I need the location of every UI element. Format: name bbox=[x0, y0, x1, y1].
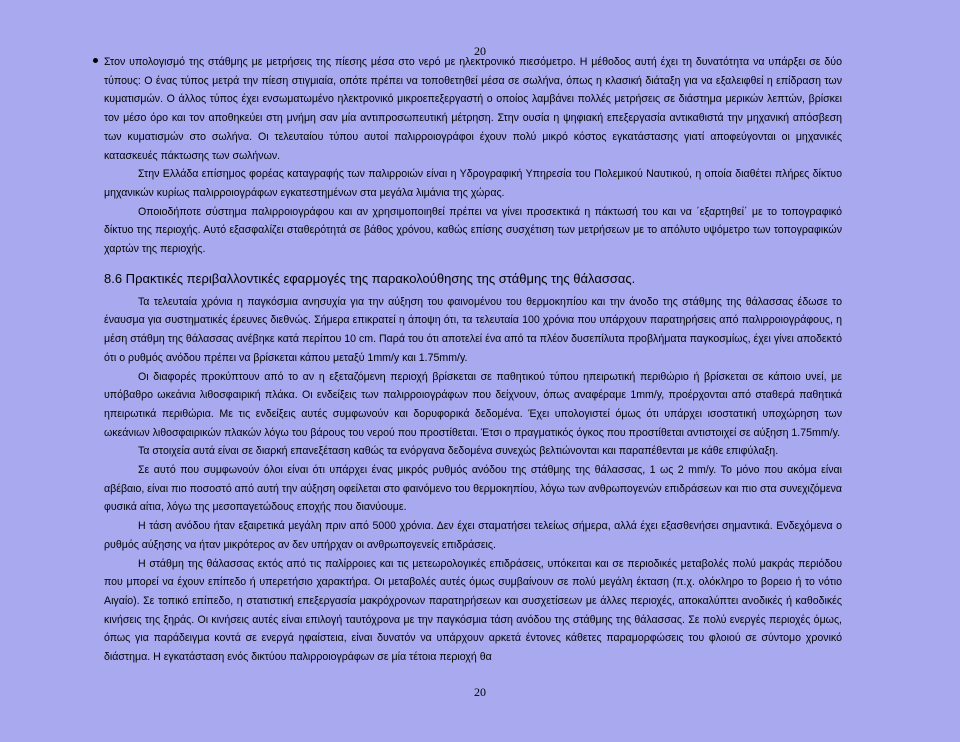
bullet-paragraph: Στον υπολογισμό της στάθμης με μετρήσεις της πίεσης μέσα στο νερό με ηλεκτρονικό πιεσόμετρο. Η μέθοδος αυτή έχει τη δυνατότητα να υπάρξει σε δύο τύπους: Ο ένας τύπος μετρά την πίεση στιγμιαία, οπότε πρέπει να τοποθετηθεί μέσα σε σωλήνα, όπως η κλασική διάταξη για να εξαλειφθεί η επίδραση των κυματισμών. Ο άλλος τύπος έχει ενσωματωμένο ηλεκτρονικό μικροεπεξεργαστή ο οποίος λαμβάνει πολλές μετρήσεις σε διάστημα μερικών λεπτών, βρίσκει τον μέσο όρο και τον αποθηκεύει στη μνήμη σαν μία αντιπροσωπευτική μέτρηση. Στην ουσία η ψηφιακή επεξεργασία αντικαθιστά την μηχανική απόσβεση των κυματισμών στο σωλήνα. Οι τελευταίου τύπου αυτοί παλιρροιογράφοι έχουν πολύ μικρό κόστος εγκατάστασης γιατί αποφεύγονται οι μηχανικές κατασκευές πάκτωσης των σωλήνων. bbox=[104, 56, 842, 162]
paragraph: Η τάση ανόδου ήταν εξαιρετικά μεγάλη πριν από 5000 χρόνια. Δεν έχει σταματήσει τελείως σήμερα, αλλά έχει εξασθενήσει σημαντικά. Ενδεχόμενα ο ρυθμός αύξησης να ήταν μικρότερος αν δεν υπήρχαν οι ανθρωπογενείς επιδράσεις. bbox=[104, 520, 842, 551]
page-number-top: 20 bbox=[474, 44, 486, 58]
page-number-bottom: 20 bbox=[474, 685, 486, 699]
section-heading: 8.6 Πρακτικές περιβαλλοντικές εφαρμογές της παρακολούθησης της στάθμης της θάλασσας. bbox=[104, 270, 636, 286]
paragraph: Τα στοιχεία αυτά είναι σε διαρκή επανεξέταση καθώς τα ενόργανα δεδομένα συνεχώς βελτιώνονται και παραπέθενται με κάθε επιφύλαξη. bbox=[138, 445, 779, 458]
paragraph: Σε αυτό που συμφωνούν όλοι είναι ότι υπάρχει ένας μικρός ρυθμός ανόδου της στάθμης της θάλασσας, 1 ως 2 mm/y. Το μόνο που ακόμα είναι αβέβαιο, είναι πιο ποσοστό από αυτή την αύξηση οφείλεται στο φαινόμενο του θερμοκηπίου, λόγω των ανθρωπογενών επιδράσεων και πιο στα συνεχιζόμενα φυσικά αίτια, λόγω της μεσοπαγετώδους εποχής που διανύουμε. bbox=[104, 464, 842, 514]
paragraph-system: Οποιοδήποτε σύστημα παλιρροιογράφου και αν χρησιμοποιηθεί πρέπει να γίνει προσεκτικά η πάκτωσή του και να ΄εξαρτηθεί΄ με το τοπογραφικό δίκτυο της περιοχής. Αυτό εξασφαλίζει σταθερότητά σε βάθος χρόνου, καθώς επίσης συσχέτιση των μετρήσεων με το απόλυτο υψόμετρο των τοπογραφικών χαρτών της περιοχής. bbox=[104, 205, 842, 256]
page-body bbox=[104, 53, 842, 667]
bullet-icon bbox=[93, 58, 98, 63]
paragraph-greece: Στην Ελλάδα επίσημος φορέας καταγραφής των παλιρροιών είναι η Υδρογραφική Υπηρεσία του Πολεμικού Ναυτικού, η οποία διαθέτει πλήρες δίκτυο μηχανικών κυρίως παλιρροιογράφων εγκατεστημένων στα μεγάλα λιμάνια της χώρας. bbox=[104, 168, 842, 199]
paragraph: Οι διαφορές προκύπτουν από το αν η εξεταζόμενη περιοχή βρίσκεται σε παθητικού τύπου ηπειρωτική περιθώριο ή βρίσκεται σε κάποιο υνεί, με υπόβαθρο ωκεάνια λιθοσφαιρική πλάκα. Οι ενδείξεις των παλιρροιογράφων που δείχνουν, όπως αναφέραμε 1mm/y, προέρχονται από σταθερά παθητικά ηπειρωτικά περιθώρια. Με τις ενδείξεις αυτές συμφωνούν και δορυφορικά δεδομένα. Έχει υπολογιστεί όμως ότι υπάρχει ισοστατική υποχώρηση των ωκεάνιων λιθοσφαιρικών πλακών λόγω του βάρους του νερού που προστίθεται. Έτσι ο πραγματικός όγκος που προστίθεται αντιστοιχεί σε αύξηση 1.75mm/y. bbox=[104, 370, 842, 439]
paragraph: Τα τελευταία χρόνια η παγκόσμια ανησυχία για την αύξηση του φαινομένου του θερμοκηπίου και την άνοδο της στάθμης της θάλασσας έδωσε το έναυσμα για συστηματικές έρευνες διεθνώς. Σήμερα επικρατεί η άποψη ότι, τα τελευταία 100 χρόνια που υπάρχουν παρατηρήσεις από παλιρροιογράφους, η μέση στάθμη της θάλασσας ανέβηκε κατά περίπου 10 cm. Παρά του ότι αποτελεί ένα από τα πλέον δυσεπίλυτα προβλήματα παγκοσμίως, έχει γίνει αποδεκτό ότι ο ρυθμός ανόδου πρέπει να βρίσκεται κάπου μεταξύ 1mm/y και 1.75mm/y. bbox=[104, 295, 842, 364]
bullet-item bbox=[104, 53, 842, 165]
paragraph: Η στάθμη της θάλασσας εκτός από τις παλίρροιες και τις μετεωρολογικές επιδράσεις, υπόκειται και σε περιοδικές μεταβολές πολύ μακράς περιόδου που μπορεί να έχουν επίπεδο ή υπερετήσιο χαρακτήρα. Οι μεταβολές αυτές όμως συμβαίνουν σε πολύ μεγάλη έκταση (π.χ. ολόκληρο το βορειο ή το νότιο Αιγαίο). Σε τοπικό επίπεδο, η στατιστική επεξεργασία μακρόχρονων παρατηρήσεων και συσχετίσεων με άλλες περιοχές, αποκαλύπτει ανοδικές ή καθοδικές κινήσεις της ξηράς. Οι κινήσεις αυτές είναι επιλογή ταυτόχρονα με την παγκόσμια τάση ανόδου της στάθμης της θάλασσας. Σε πολύ ενεργές περιοχές όμως, όπως για παράδειγμα κοντά σε ενεργά ηφαίστεια, είναι δυνατόν να υπάρχουν αρκετά έντονες κάθετες παραμορφώσεις του φλοιού σε σύντομο χρονικό διάστημα. Η εγκατάσταση ενός δικτύου παλιρροιογράφων σε μία τέτοια περιοχή θα bbox=[104, 557, 842, 664]
